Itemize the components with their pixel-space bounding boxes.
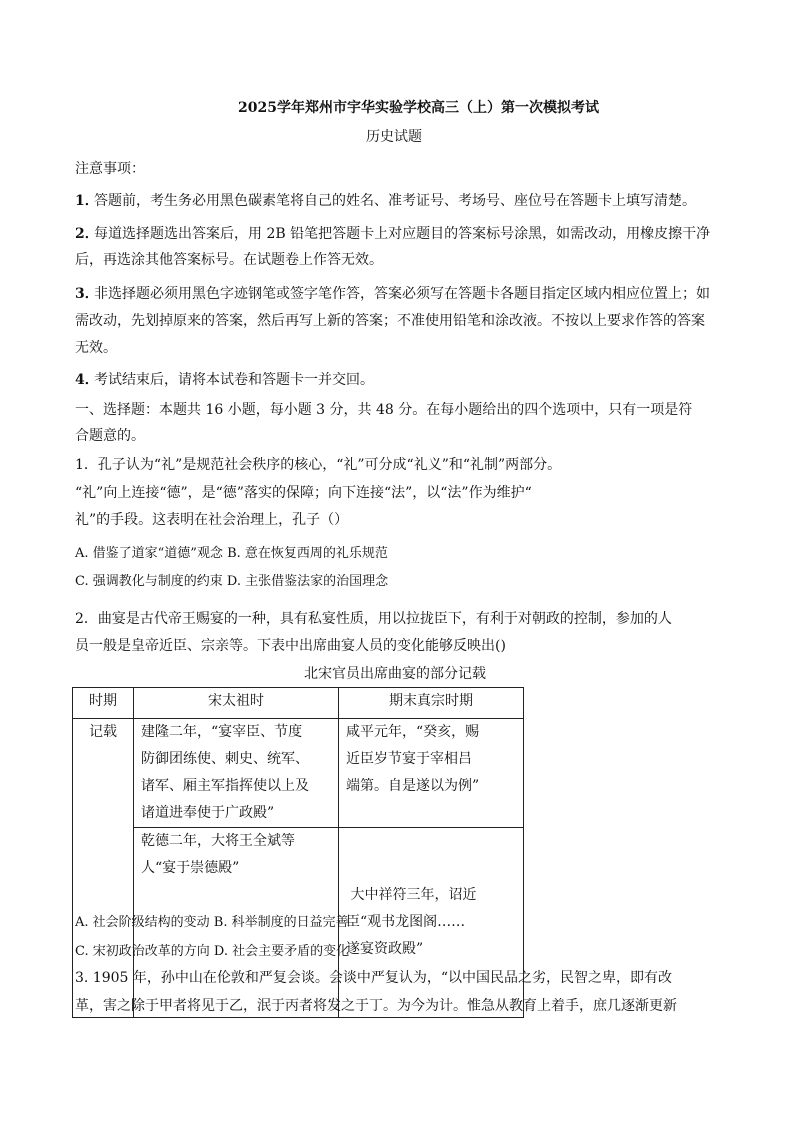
question-stem: 3. 1905 年，孙中山在伦敦和严复会谈。会谈中严复认为，“以中国民品之劣，民智之卑，即有改 <box>75 970 673 986</box>
notice-number: 4． <box>75 372 99 388</box>
notice-number: 2． <box>75 226 99 242</box>
table-cell: 建隆二年，“宴宰臣、节度 防御团练使、刺史、统军、 诸军、厢主军指挥使以上及 诸道进奉使于广政殿” <box>134 719 339 828</box>
notice-text: 无效。 <box>75 340 117 356</box>
answer-options: A. 借鉴了道家“道德”观念 B. 意在恢复西周的礼乐规范 <box>75 546 388 561</box>
table-header-row <box>73 688 524 719</box>
notice-text: 非选择题必须用黑色字迹钢笔或签字笔作答，答案必须写在答题卡各题目指定区域内相应位置上；如 <box>94 286 710 302</box>
answer-options: A. 社会阶级结构的变动 B. 科举制度的日益完善 <box>75 915 349 930</box>
notice-text: 每道选择题选出答案后，用 2B 铅笔把答题卡上对应题目的答案标号涂黑，如需改动，用橡皮擦干净 <box>94 226 711 242</box>
notice-number: 1． <box>75 193 99 209</box>
answer-options: C. 宋初政治改革的方向 D. 社会主要矛盾的变化 <box>75 944 350 959</box>
notice-text: 考试结束后，请将本试卷和答题卡一并交回。 <box>94 372 374 388</box>
notice-text: 答题前，考生务必用黑色碳素笔将自己的姓名、准考证号、考场号、座位号在答题卡上填写清楚。 <box>94 193 696 209</box>
table-row <box>73 719 524 828</box>
answer-options: C. 强调教化与制度的约束 D. 主张借鉴法家的治国理念 <box>75 574 389 589</box>
notice-text: 需改动，先划掉原来的答案，然后再写上新的答案；不准使用铅笔和涂改液。不按以上要求作答的答案 <box>75 313 705 329</box>
exam-title: 2025学年郑州市宇华实验学校高三（上）第一次模拟考试 <box>238 100 599 116</box>
question-stem: 2．曲宴是古代帝王赐宴的一种，具有私宴性质，用以拉拢臣下，有利于对朝政的控制，参加的人 <box>75 611 672 627</box>
section-heading: 一、选择题：本题共 16 小题，每小题 3 分，共 48 分。在每小题给出的四个选项中，只有一项是符 <box>75 402 693 418</box>
notice-number: 3． <box>75 286 99 302</box>
table-header-cell: 宋太祖时 <box>134 688 339 719</box>
question-stem: 礼”的手段。这表明在社会治理上，孔子（） <box>75 512 349 528</box>
question-stem: 员一般是皇帝近臣、宗亲等。下表中出席曲宴人员的变化能够反映出() <box>75 638 506 654</box>
table-header-cell: 时期 <box>73 688 134 719</box>
question-stem: “礼”向上连接“德”，是“德”落实的保障；向下连接“法”，以“法”作为维护“ <box>75 485 532 501</box>
table-cell: 乾德二年，大将王全斌等 人“宴于崇德殿” <box>134 828 339 1018</box>
table-cell: 咸平元年，“癸亥，赐 近臣岁节宴于宰相吕 端第。自是遂以为例” <box>339 719 524 828</box>
table-title: 北宋官员出席曲宴的部分记载 <box>304 666 486 682</box>
table-header-cell: 期末真宗时期 <box>339 688 524 719</box>
notice-text: 后，再选涂其他答案标号。在试题卷上作答无效。 <box>75 252 383 268</box>
question-stem: 1．孔子认为“礼”是规范社会秩序的核心，“礼”可分成“礼义”和“礼制”两部分。 <box>75 457 562 473</box>
table-cell: 大中祥符三年，诏近 臣“观书龙图阁…… 遂宴资政殿” <box>339 828 524 1018</box>
subject-title: 历史试题 <box>366 129 422 145</box>
notice-heading: 注意事项： <box>75 161 145 177</box>
question-stem: 革，害之除于甲者将见于乙，泯于丙者将发之于丁。为今为计。惟急从教育上着手，庶几逐渐更新 <box>75 998 677 1014</box>
section-heading: 合题意的。 <box>75 428 145 444</box>
table-row-label: 记载 <box>73 719 134 1018</box>
